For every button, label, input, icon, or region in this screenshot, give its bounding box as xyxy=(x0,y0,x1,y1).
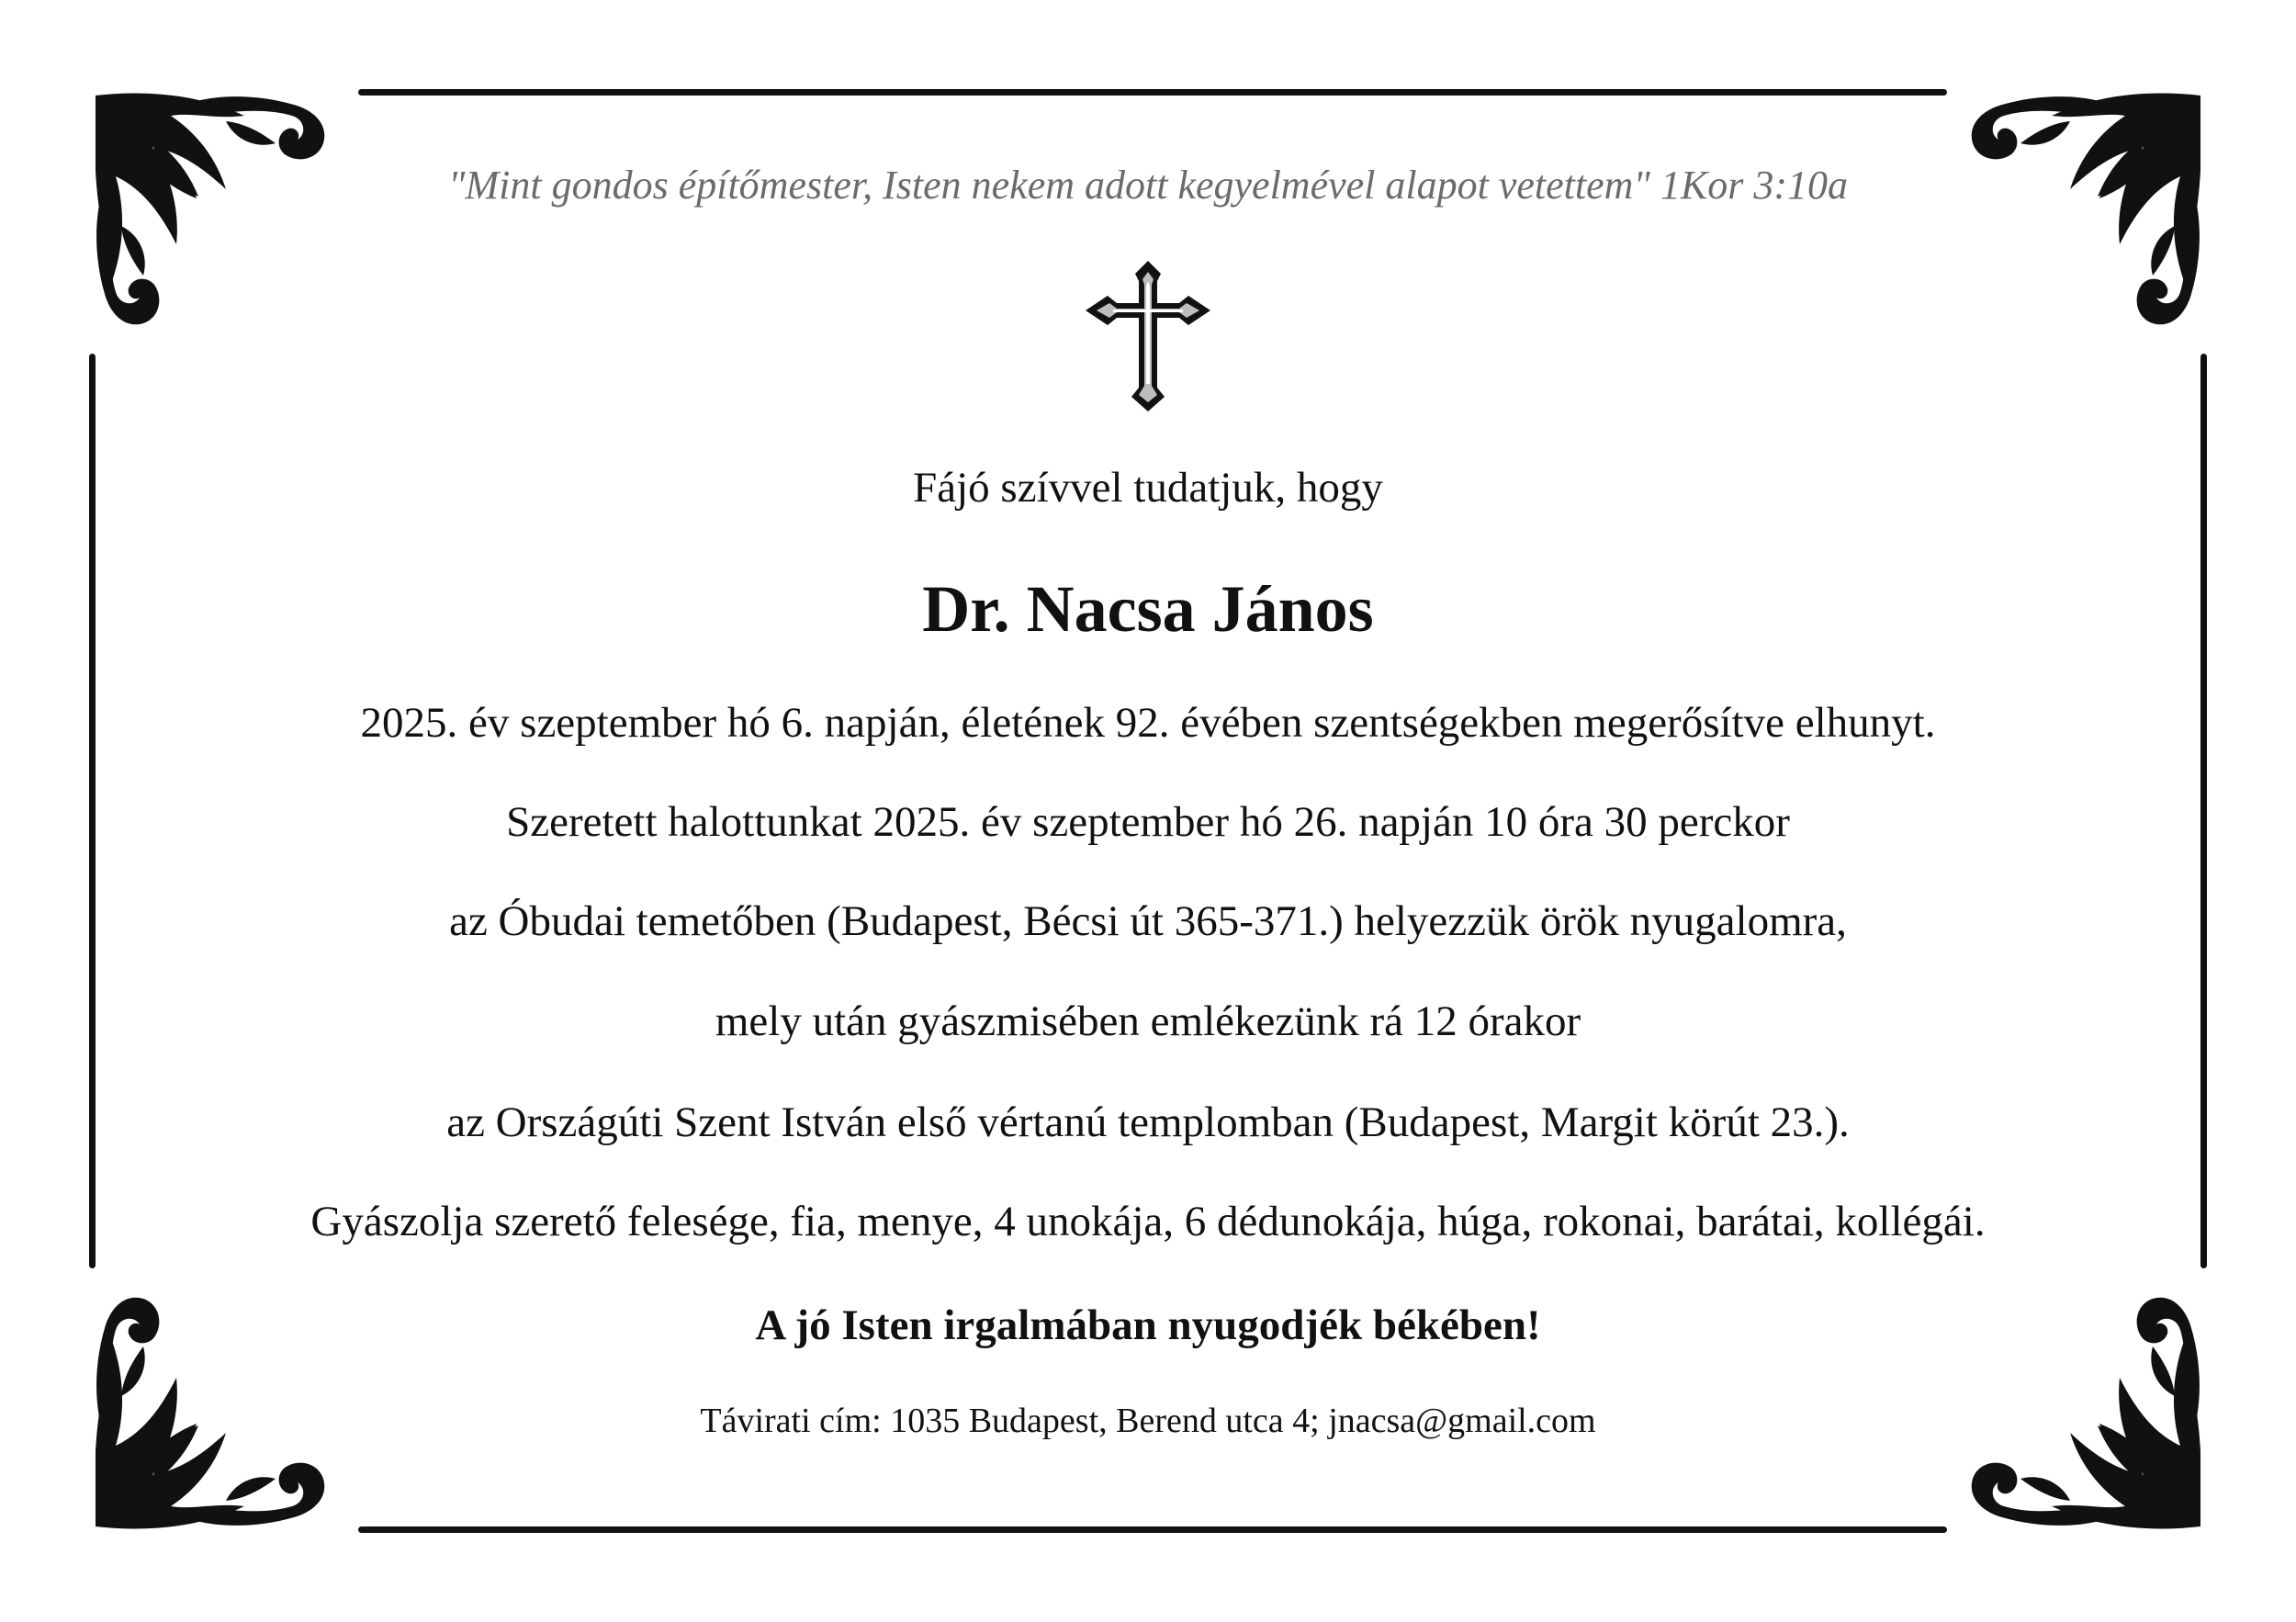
contact-address: Távirati cím: 1035 Budapest, Berend utca 4; jnacsa@gmail.com xyxy=(700,1402,1596,1440)
announcement-intro: Fájó szívvel tudatjuk, hogy xyxy=(913,464,1383,512)
body-line: Gyászolja szerető felesége, fia, menye, 4 unokája, 6 dédunokája, húga, rokonai, barátai, kollégái. xyxy=(310,1198,1986,1245)
ornate-cross-icon xyxy=(1084,259,1212,413)
body-line: mely után gyászmisében emlékezünk rá 12 órakor xyxy=(715,997,1581,1045)
flourish-corner-icon xyxy=(1951,88,2208,345)
bible-quote: "Mint gondos építőmester, Isten nekem adott kegyelmével alapot vetettem" 1Kor 3:10a xyxy=(448,163,1848,208)
body-line: 2025. év szeptember hó 6. napján, életének 92. évében szentségekben megerősítve elhunyt. xyxy=(360,699,1936,747)
body-line: az Országúti Szent István első vértanú templomban (Budapest, Margit körút 23.). xyxy=(446,1098,1850,1146)
flourish-corner-icon xyxy=(88,88,345,345)
frame-top-line xyxy=(358,89,1947,96)
closing-blessing: A jó Isten irgalmában nyugodjék békében! xyxy=(755,1301,1541,1349)
body-line: Szeretett halottunkat 2025. év szeptember hó 26. napján 10 óra 30 perckor xyxy=(506,798,1790,846)
deceased-name: Dr. Nacsa János xyxy=(922,572,1374,646)
body-line: az Óbudai temetőben (Budapest, Bécsi út 365-371.) helyezzük örök nyugalomra, xyxy=(449,897,1847,945)
frame-bottom-line xyxy=(358,1526,1947,1533)
